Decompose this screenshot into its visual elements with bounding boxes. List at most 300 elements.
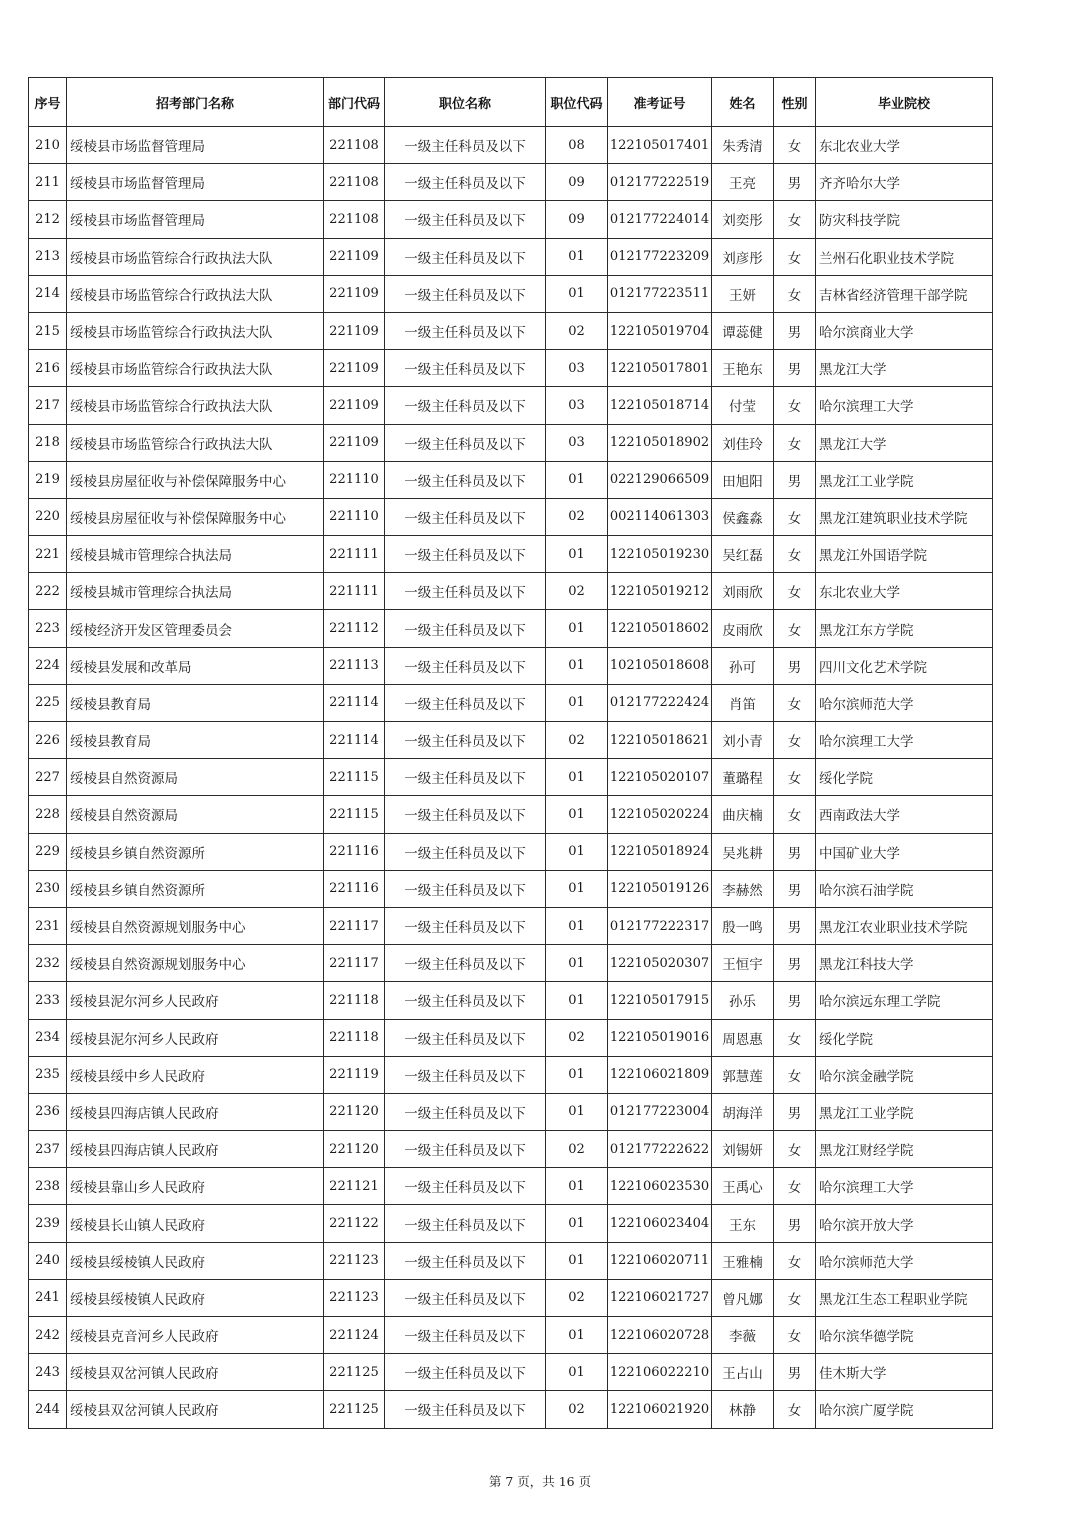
department-cell: 绥棱县克音河乡人民政府 xyxy=(67,1317,324,1354)
department-cell: 绥棱县市场监管综合行政执法大队 xyxy=(67,275,324,312)
department-cell: 绥棱县市场监督管理局 xyxy=(67,127,324,164)
serial-cell: 232 xyxy=(29,945,67,982)
name-cell: 周恩惠 xyxy=(712,1019,774,1056)
school-cell: 西南政法大学 xyxy=(816,796,993,833)
school-cell: 黑龙江建筑职业技术学院 xyxy=(816,498,993,535)
department-cell: 绥棱县城市管理综合执法局 xyxy=(67,573,324,610)
school-cell: 哈尔滨开放大学 xyxy=(816,1205,993,1242)
ticket-number-cell: 122106023530 xyxy=(608,1168,712,1205)
department-code-cell: 221118 xyxy=(324,982,385,1019)
table-row xyxy=(29,796,993,833)
gender-cell: 男 xyxy=(774,870,816,907)
school-cell: 四川文化艺术学院 xyxy=(816,647,993,684)
school-cell: 齐齐哈尔大学 xyxy=(816,164,993,201)
table-row xyxy=(29,1205,993,1242)
serial-cell: 244 xyxy=(29,1391,67,1428)
serial-cell: 230 xyxy=(29,870,67,907)
name-cell: 孙乐 xyxy=(712,982,774,1019)
table-row xyxy=(29,945,993,982)
department-cell: 绥棱县城市管理综合执法局 xyxy=(67,536,324,573)
name-cell: 皮雨欣 xyxy=(712,610,774,647)
school-cell: 哈尔滨师范大学 xyxy=(816,684,993,721)
position-code-cell: 01 xyxy=(546,610,608,647)
position-code-cell: 01 xyxy=(546,684,608,721)
serial-cell: 212 xyxy=(29,201,67,238)
department-code-cell: 221116 xyxy=(324,833,385,870)
table-row xyxy=(29,1019,993,1056)
ticket-number-cell: 122105020107 xyxy=(608,759,712,796)
position-code-cell: 02 xyxy=(546,722,608,759)
gender-cell: 女 xyxy=(774,1317,816,1354)
position-code-cell: 01 xyxy=(546,945,608,982)
name-cell: 曲庆楠 xyxy=(712,796,774,833)
position-cell: 一级主任科员及以下 xyxy=(385,1168,546,1205)
ticket-number-cell: 122106021809 xyxy=(608,1056,712,1093)
department-cell: 绥棱县自然资源规划服务中心 xyxy=(67,907,324,944)
department-cell: 绥棱县靠山乡人民政府 xyxy=(67,1168,324,1205)
department-cell: 绥棱县泥尔河乡人民政府 xyxy=(67,1019,324,1056)
department-code-cell: 221113 xyxy=(324,647,385,684)
table-row xyxy=(29,536,993,573)
position-cell: 一级主任科员及以下 xyxy=(385,536,546,573)
ticket-number-cell: 012177222317 xyxy=(608,907,712,944)
name-cell: 刘锡妍 xyxy=(712,1131,774,1168)
position-code-cell: 01 xyxy=(546,1205,608,1242)
school-cell: 绥化学院 xyxy=(816,759,993,796)
department-code-cell: 221120 xyxy=(324,1093,385,1130)
gender-cell: 女 xyxy=(774,1391,816,1428)
gender-cell: 男 xyxy=(774,1205,816,1242)
name-cell: 王东 xyxy=(712,1205,774,1242)
department-code-cell: 221124 xyxy=(324,1317,385,1354)
serial-cell: 221 xyxy=(29,536,67,573)
serial-cell: 217 xyxy=(29,387,67,424)
position-code-cell: 01 xyxy=(546,238,608,275)
table-row xyxy=(29,1056,993,1093)
school-cell: 哈尔滨理工大学 xyxy=(816,387,993,424)
department-cell: 绥棱县长山镇人民政府 xyxy=(67,1205,324,1242)
department-cell: 绥棱县市场监督管理局 xyxy=(67,164,324,201)
table-row xyxy=(29,461,993,498)
position-cell: 一级主任科员及以下 xyxy=(385,982,546,1019)
ticket-number-cell: 122106020728 xyxy=(608,1317,712,1354)
name-cell: 朱秀清 xyxy=(712,127,774,164)
gender-cell: 男 xyxy=(774,164,816,201)
table-row xyxy=(29,387,993,424)
name-cell: 王占山 xyxy=(712,1354,774,1391)
ticket-number-cell: 122106023404 xyxy=(608,1205,712,1242)
name-cell: 吴兆耕 xyxy=(712,833,774,870)
ticket-number-cell: 122105019126 xyxy=(608,870,712,907)
position-code-cell: 02 xyxy=(546,1279,608,1316)
position-cell: 一级主任科员及以下 xyxy=(385,1019,546,1056)
name-cell: 谭蕊健 xyxy=(712,312,774,349)
position-cell: 一级主任科员及以下 xyxy=(385,870,546,907)
table-row xyxy=(29,722,993,759)
department-cell: 绥棱县教育局 xyxy=(67,684,324,721)
serial-cell: 235 xyxy=(29,1056,67,1093)
department-cell: 绥棱县绥棱镇人民政府 xyxy=(67,1242,324,1279)
position-code-cell: 08 xyxy=(546,127,608,164)
department-code-cell: 221118 xyxy=(324,1019,385,1056)
position-code-cell: 01 xyxy=(546,647,608,684)
department-code-cell: 221111 xyxy=(324,536,385,573)
position-code-cell: 01 xyxy=(546,1242,608,1279)
position-cell: 一级主任科员及以下 xyxy=(385,127,546,164)
ticket-number-cell: 012177222622 xyxy=(608,1131,712,1168)
department-cell: 绥棱县自然资源局 xyxy=(67,796,324,833)
serial-cell: 234 xyxy=(29,1019,67,1056)
name-cell: 王禹心 xyxy=(712,1168,774,1205)
serial-cell: 220 xyxy=(29,498,67,535)
serial-cell: 233 xyxy=(29,982,67,1019)
department-code-cell: 221117 xyxy=(324,945,385,982)
gender-cell: 女 xyxy=(774,275,816,312)
school-cell: 黑龙江生态工程职业学院 xyxy=(816,1279,993,1316)
position-code-cell: 01 xyxy=(546,907,608,944)
school-cell: 黑龙江外国语学院 xyxy=(816,536,993,573)
department-code-cell: 221121 xyxy=(324,1168,385,1205)
department-code-cell: 221123 xyxy=(324,1279,385,1316)
position-cell: 一级主任科员及以下 xyxy=(385,1056,546,1093)
gender-cell: 男 xyxy=(774,1093,816,1130)
ticket-number-cell: 122106021920 xyxy=(608,1391,712,1428)
department-cell: 绥棱县乡镇自然资源所 xyxy=(67,870,324,907)
department-cell: 绥棱县房屋征收与补偿保障服务中心 xyxy=(67,461,324,498)
position-cell: 一级主任科员及以下 xyxy=(385,945,546,982)
department-code-cell: 221109 xyxy=(324,312,385,349)
table-row xyxy=(29,1391,993,1428)
serial-cell: 240 xyxy=(29,1242,67,1279)
school-cell: 黑龙江财经学院 xyxy=(816,1131,993,1168)
gender-cell: 女 xyxy=(774,1131,816,1168)
position-cell: 一级主任科员及以下 xyxy=(385,1391,546,1428)
position-code-cell: 01 xyxy=(546,982,608,1019)
candidate-table xyxy=(28,77,993,1429)
position-code-cell: 01 xyxy=(546,461,608,498)
position-cell: 一级主任科员及以下 xyxy=(385,387,546,424)
serial-cell: 215 xyxy=(29,312,67,349)
serial-cell: 229 xyxy=(29,833,67,870)
table-row xyxy=(29,647,993,684)
department-cell: 绥棱县乡镇自然资源所 xyxy=(67,833,324,870)
department-cell: 绥棱县泥尔河乡人民政府 xyxy=(67,982,324,1019)
table-header-row xyxy=(29,78,993,127)
position-cell: 一级主任科员及以下 xyxy=(385,1093,546,1130)
department-code-cell: 221122 xyxy=(324,1205,385,1242)
ticket-number-cell: 122105019230 xyxy=(608,536,712,573)
school-cell: 黑龙江农业职业技术学院 xyxy=(816,907,993,944)
table-row xyxy=(29,424,993,461)
table-row xyxy=(29,312,993,349)
table-row xyxy=(29,1242,993,1279)
school-cell: 哈尔滨理工大学 xyxy=(816,1168,993,1205)
table-row xyxy=(29,1354,993,1391)
header-gender: 性别 xyxy=(774,78,816,127)
gender-cell: 女 xyxy=(774,127,816,164)
position-code-cell: 01 xyxy=(546,1056,608,1093)
department-cell: 绥棱县四海店镇人民政府 xyxy=(67,1131,324,1168)
department-code-cell: 221110 xyxy=(324,498,385,535)
school-cell: 哈尔滨理工大学 xyxy=(816,722,993,759)
department-code-cell: 221111 xyxy=(324,573,385,610)
department-code-cell: 221112 xyxy=(324,610,385,647)
table-row xyxy=(29,759,993,796)
ticket-number-cell: 122106020711 xyxy=(608,1242,712,1279)
name-cell: 王亮 xyxy=(712,164,774,201)
ticket-number-cell: 122105018621 xyxy=(608,722,712,759)
position-cell: 一级主任科员及以下 xyxy=(385,350,546,387)
department-cell: 绥棱县双岔河镇人民政府 xyxy=(67,1391,324,1428)
name-cell: 付莹 xyxy=(712,387,774,424)
department-cell: 绥棱县市场监管综合行政执法大队 xyxy=(67,424,324,461)
table-row xyxy=(29,684,993,721)
department-cell: 绥棱县市场监管综合行政执法大队 xyxy=(67,238,324,275)
position-cell: 一级主任科员及以下 xyxy=(385,1279,546,1316)
name-cell: 曾凡娜 xyxy=(712,1279,774,1316)
name-cell: 刘小青 xyxy=(712,722,774,759)
page-footer: 第 7 页，共 16 页 xyxy=(488,1474,592,1489)
school-cell: 黑龙江东方学院 xyxy=(816,610,993,647)
ticket-number-cell: 122105019212 xyxy=(608,573,712,610)
position-code-cell: 02 xyxy=(546,498,608,535)
position-cell: 一级主任科员及以下 xyxy=(385,201,546,238)
school-cell: 吉林省经济管理干部学院 xyxy=(816,275,993,312)
position-cell: 一级主任科员及以下 xyxy=(385,1242,546,1279)
ticket-number-cell: 012177224014 xyxy=(608,201,712,238)
serial-cell: 222 xyxy=(29,573,67,610)
name-cell: 刘雨欣 xyxy=(712,573,774,610)
serial-cell: 216 xyxy=(29,350,67,387)
serial-cell: 211 xyxy=(29,164,67,201)
name-cell: 刘佳玲 xyxy=(712,424,774,461)
serial-cell: 219 xyxy=(29,461,67,498)
table-row xyxy=(29,1317,993,1354)
school-cell: 黑龙江科技大学 xyxy=(816,945,993,982)
name-cell: 王雅楠 xyxy=(712,1242,774,1279)
department-code-cell: 221109 xyxy=(324,275,385,312)
position-cell: 一级主任科员及以下 xyxy=(385,1354,546,1391)
gender-cell: 男 xyxy=(774,647,816,684)
name-cell: 李薇 xyxy=(712,1317,774,1354)
gender-cell: 女 xyxy=(774,610,816,647)
name-cell: 郭慧莲 xyxy=(712,1056,774,1093)
position-cell: 一级主任科员及以下 xyxy=(385,573,546,610)
table-row xyxy=(29,1279,993,1316)
table-row xyxy=(29,870,993,907)
ticket-number-cell: 122105020307 xyxy=(608,945,712,982)
position-cell: 一级主任科员及以下 xyxy=(385,1131,546,1168)
ticket-number-cell: 012177222424 xyxy=(608,684,712,721)
table-row xyxy=(29,573,993,610)
position-code-cell: 01 xyxy=(546,1168,608,1205)
department-cell: 绥棱县教育局 xyxy=(67,722,324,759)
ticket-number-cell: 122105018714 xyxy=(608,387,712,424)
position-code-cell: 01 xyxy=(546,796,608,833)
ticket-number-cell: 122105017401 xyxy=(608,127,712,164)
position-cell: 一级主任科员及以下 xyxy=(385,164,546,201)
department-code-cell: 221119 xyxy=(324,1056,385,1093)
position-code-cell: 01 xyxy=(546,833,608,870)
header-department: 招考部门名称 xyxy=(67,78,324,127)
ticket-number-cell: 122105018924 xyxy=(608,833,712,870)
name-cell: 孙可 xyxy=(712,647,774,684)
gender-cell: 女 xyxy=(774,573,816,610)
table-row xyxy=(29,238,993,275)
school-cell: 中国矿业大学 xyxy=(816,833,993,870)
table-row xyxy=(29,982,993,1019)
table-row xyxy=(29,498,993,535)
name-cell: 刘奕彤 xyxy=(712,201,774,238)
serial-cell: 236 xyxy=(29,1093,67,1130)
department-cell: 绥棱县房屋征收与补偿保障服务中心 xyxy=(67,498,324,535)
table-row xyxy=(29,1131,993,1168)
position-cell: 一级主任科员及以下 xyxy=(385,424,546,461)
serial-cell: 228 xyxy=(29,796,67,833)
serial-cell: 237 xyxy=(29,1131,67,1168)
school-cell: 黑龙江大学 xyxy=(816,350,993,387)
serial-cell: 239 xyxy=(29,1205,67,1242)
gender-cell: 女 xyxy=(774,1242,816,1279)
department-code-cell: 221125 xyxy=(324,1391,385,1428)
position-cell: 一级主任科员及以下 xyxy=(385,647,546,684)
ticket-number-cell: 122106022210 xyxy=(608,1354,712,1391)
ticket-number-cell: 122105019704 xyxy=(608,312,712,349)
serial-cell: 238 xyxy=(29,1168,67,1205)
header-name: 姓名 xyxy=(712,78,774,127)
department-code-cell: 221110 xyxy=(324,461,385,498)
serial-cell: 218 xyxy=(29,424,67,461)
department-code-cell: 221108 xyxy=(324,201,385,238)
ticket-number-cell: 012177223004 xyxy=(608,1093,712,1130)
position-code-cell: 02 xyxy=(546,312,608,349)
department-code-cell: 221117 xyxy=(324,907,385,944)
position-code-cell: 01 xyxy=(546,1354,608,1391)
department-cell: 绥棱县双岔河镇人民政府 xyxy=(67,1354,324,1391)
school-cell: 哈尔滨金融学院 xyxy=(816,1056,993,1093)
position-cell: 一级主任科员及以下 xyxy=(385,796,546,833)
header-department-code: 部门代码 xyxy=(324,78,385,127)
position-code-cell: 01 xyxy=(546,759,608,796)
department-cell: 绥棱县市场监管综合行政执法大队 xyxy=(67,387,324,424)
department-cell: 绥棱经济开发区管理委员会 xyxy=(67,610,324,647)
school-cell: 东北农业大学 xyxy=(816,127,993,164)
position-code-cell: 02 xyxy=(546,573,608,610)
gender-cell: 女 xyxy=(774,1056,816,1093)
position-code-cell: 01 xyxy=(546,275,608,312)
school-cell: 哈尔滨师范大学 xyxy=(816,1242,993,1279)
position-cell: 一级主任科员及以下 xyxy=(385,312,546,349)
department-code-cell: 221123 xyxy=(324,1242,385,1279)
table-row xyxy=(29,201,993,238)
position-code-cell: 03 xyxy=(546,387,608,424)
table-row xyxy=(29,1093,993,1130)
name-cell: 肖笛 xyxy=(712,684,774,721)
school-cell: 绥化学院 xyxy=(816,1019,993,1056)
gender-cell: 女 xyxy=(774,387,816,424)
position-cell: 一级主任科员及以下 xyxy=(385,610,546,647)
ticket-number-cell: 122106021727 xyxy=(608,1279,712,1316)
ticket-number-cell: 122105018902 xyxy=(608,424,712,461)
header-position: 职位名称 xyxy=(385,78,546,127)
table-row xyxy=(29,610,993,647)
ticket-number-cell: 012177222519 xyxy=(608,164,712,201)
department-code-cell: 221109 xyxy=(324,350,385,387)
school-cell: 哈尔滨华德学院 xyxy=(816,1317,993,1354)
ticket-number-cell: 122105018602 xyxy=(608,610,712,647)
gender-cell: 女 xyxy=(774,536,816,573)
name-cell: 林静 xyxy=(712,1391,774,1428)
header-ticket-number: 准考证号 xyxy=(608,78,712,127)
school-cell: 哈尔滨远东理工学院 xyxy=(816,982,993,1019)
position-code-cell: 02 xyxy=(546,1019,608,1056)
table-row xyxy=(29,164,993,201)
serial-cell: 214 xyxy=(29,275,67,312)
name-cell: 刘彦彤 xyxy=(712,238,774,275)
gender-cell: 女 xyxy=(774,722,816,759)
gender-cell: 男 xyxy=(774,350,816,387)
ticket-number-cell: 022129066509 xyxy=(608,461,712,498)
gender-cell: 男 xyxy=(774,945,816,982)
department-code-cell: 221114 xyxy=(324,722,385,759)
position-code-cell: 09 xyxy=(546,164,608,201)
department-cell: 绥棱县市场监管综合行政执法大队 xyxy=(67,312,324,349)
department-cell: 绥棱县绥棱镇人民政府 xyxy=(67,1279,324,1316)
table-row xyxy=(29,1168,993,1205)
ticket-number-cell: 122105020224 xyxy=(608,796,712,833)
serial-cell: 243 xyxy=(29,1354,67,1391)
school-cell: 黑龙江工业学院 xyxy=(816,1093,993,1130)
school-cell: 兰州石化职业技术学院 xyxy=(816,238,993,275)
serial-cell: 223 xyxy=(29,610,67,647)
table-row xyxy=(29,127,993,164)
serial-cell: 241 xyxy=(29,1279,67,1316)
ticket-number-cell: 122105019016 xyxy=(608,1019,712,1056)
ticket-number-cell: 102105018608 xyxy=(608,647,712,684)
department-code-cell: 221125 xyxy=(324,1354,385,1391)
serial-cell: 242 xyxy=(29,1317,67,1354)
department-code-cell: 221116 xyxy=(324,870,385,907)
gender-cell: 女 xyxy=(774,759,816,796)
table-row xyxy=(29,833,993,870)
position-cell: 一级主任科员及以下 xyxy=(385,275,546,312)
name-cell: 王妍 xyxy=(712,275,774,312)
position-code-cell: 03 xyxy=(546,424,608,461)
gender-cell: 男 xyxy=(774,833,816,870)
school-cell: 哈尔滨石油学院 xyxy=(816,870,993,907)
school-cell: 东北农业大学 xyxy=(816,573,993,610)
position-cell: 一级主任科员及以下 xyxy=(385,833,546,870)
name-cell: 王恒宇 xyxy=(712,945,774,982)
department-code-cell: 221108 xyxy=(324,164,385,201)
position-code-cell: 01 xyxy=(546,1317,608,1354)
gender-cell: 女 xyxy=(774,1279,816,1316)
name-cell: 殷一鸣 xyxy=(712,907,774,944)
name-cell: 田旭阳 xyxy=(712,461,774,498)
department-cell: 绥棱县自然资源规划服务中心 xyxy=(67,945,324,982)
ticket-number-cell: 002114061303 xyxy=(608,498,712,535)
department-cell: 绥棱县市场监管综合行政执法大队 xyxy=(67,350,324,387)
position-code-cell: 03 xyxy=(546,350,608,387)
serial-cell: 226 xyxy=(29,722,67,759)
table-row xyxy=(29,907,993,944)
position-code-cell: 01 xyxy=(546,536,608,573)
gender-cell: 女 xyxy=(774,238,816,275)
serial-cell: 225 xyxy=(29,684,67,721)
serial-cell: 210 xyxy=(29,127,67,164)
position-cell: 一级主任科员及以下 xyxy=(385,1205,546,1242)
school-cell: 黑龙江工业学院 xyxy=(816,461,993,498)
